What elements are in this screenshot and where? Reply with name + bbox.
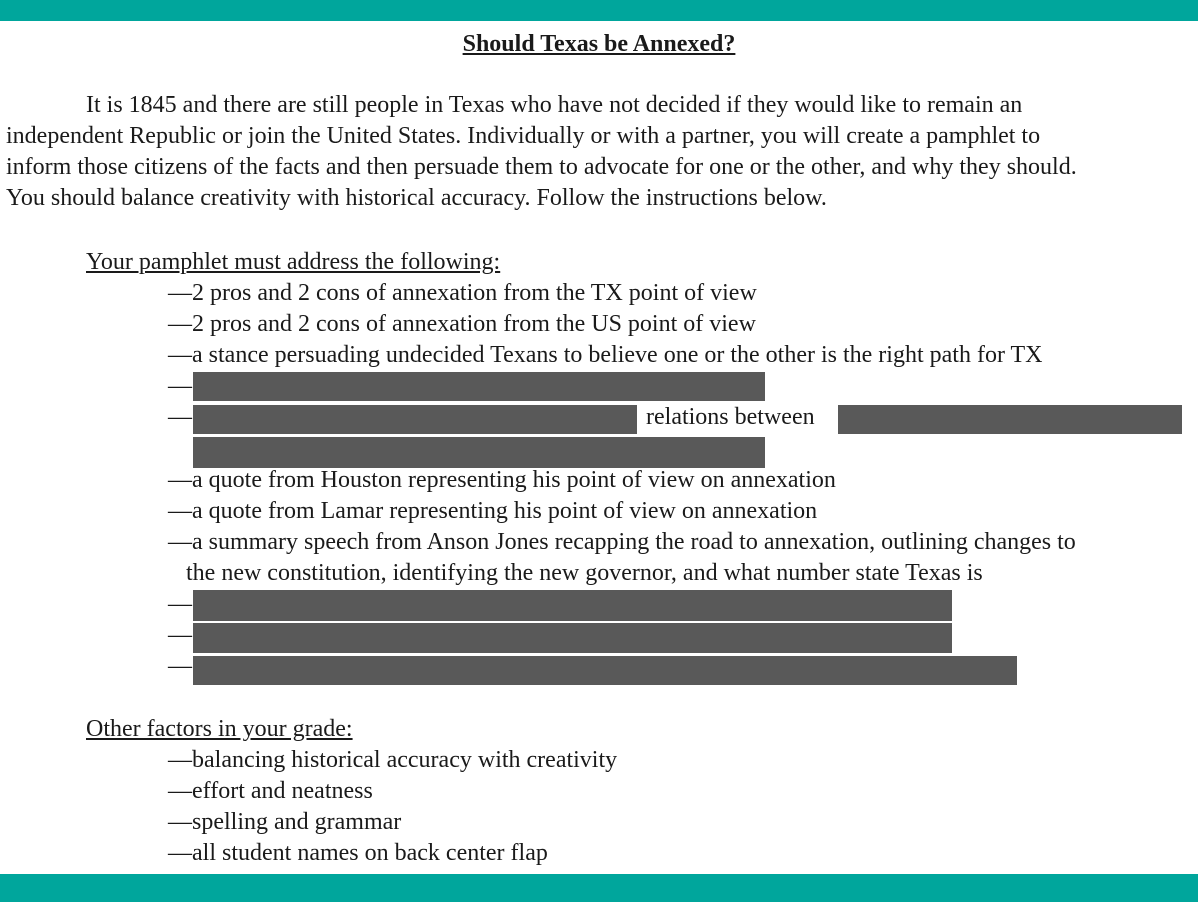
redaction-block [193,656,1017,685]
intro-line-4: You should balance creativity with historical accuracy. Follow the instructions below. [6,185,827,211]
redaction-block [193,590,952,621]
requirement-item-dash: — [168,591,192,617]
requirements-heading: Your pamphlet must address the following: [86,249,501,275]
intro-line-1: It is 1845 and there are still people in Texas who have not decided if they would like to remain an [86,92,1023,118]
intro-line-2: independent Republic or join the United States. Individually or with a partner, you will create a pamphlet to [6,123,1041,149]
other-factor-item: —spelling and grammar [168,809,402,835]
requirement-item: —a summary speech from Anson Jones recapping the road to annexation, outlining changes to [168,529,1076,555]
requirement-item-dash: — [168,653,192,679]
redaction-block [193,623,952,653]
other-factors-heading: Other factors in your grade: [86,716,353,742]
bottom-accent-bar [0,874,1198,902]
other-factor-item: —balancing historical accuracy with creativity [168,747,618,773]
requirement-relations-text: relations between [646,404,815,430]
redaction-block [193,437,765,468]
requirement-item: —a quote from Houston representing his point of view on annexation [168,467,836,493]
requirement-item-continued: the new constitution, identifying the new governor, and what number state Texas is [186,560,983,586]
requirement-item: —a stance persuading undecided Texans to believe one or the other is the right path for TX [168,342,1043,368]
redaction-block [838,405,1182,434]
redaction-block [193,372,765,401]
requirement-item: —2 pros and 2 cons of annexation from the TX point of view [168,280,757,306]
intro-line-3: inform those citizens of the facts and then persuade them to advocate for one or the other, and why they should. [6,154,1077,180]
top-accent-bar [0,0,1198,21]
requirement-item: —2 pros and 2 cons of annexation from the US point of view [168,311,756,337]
page-title: Should Texas be Annexed? [462,31,736,57]
requirement-item-dash: — [168,404,192,430]
redaction-block [193,405,637,434]
other-factor-item: —all student names on back center flap [168,840,548,866]
requirement-item-dash: — [168,622,192,648]
requirement-item: —a quote from Lamar representing his point of view on annexation [168,498,818,524]
requirement-item-dash: — [168,373,192,399]
other-factor-item: —effort and neatness [168,778,373,804]
